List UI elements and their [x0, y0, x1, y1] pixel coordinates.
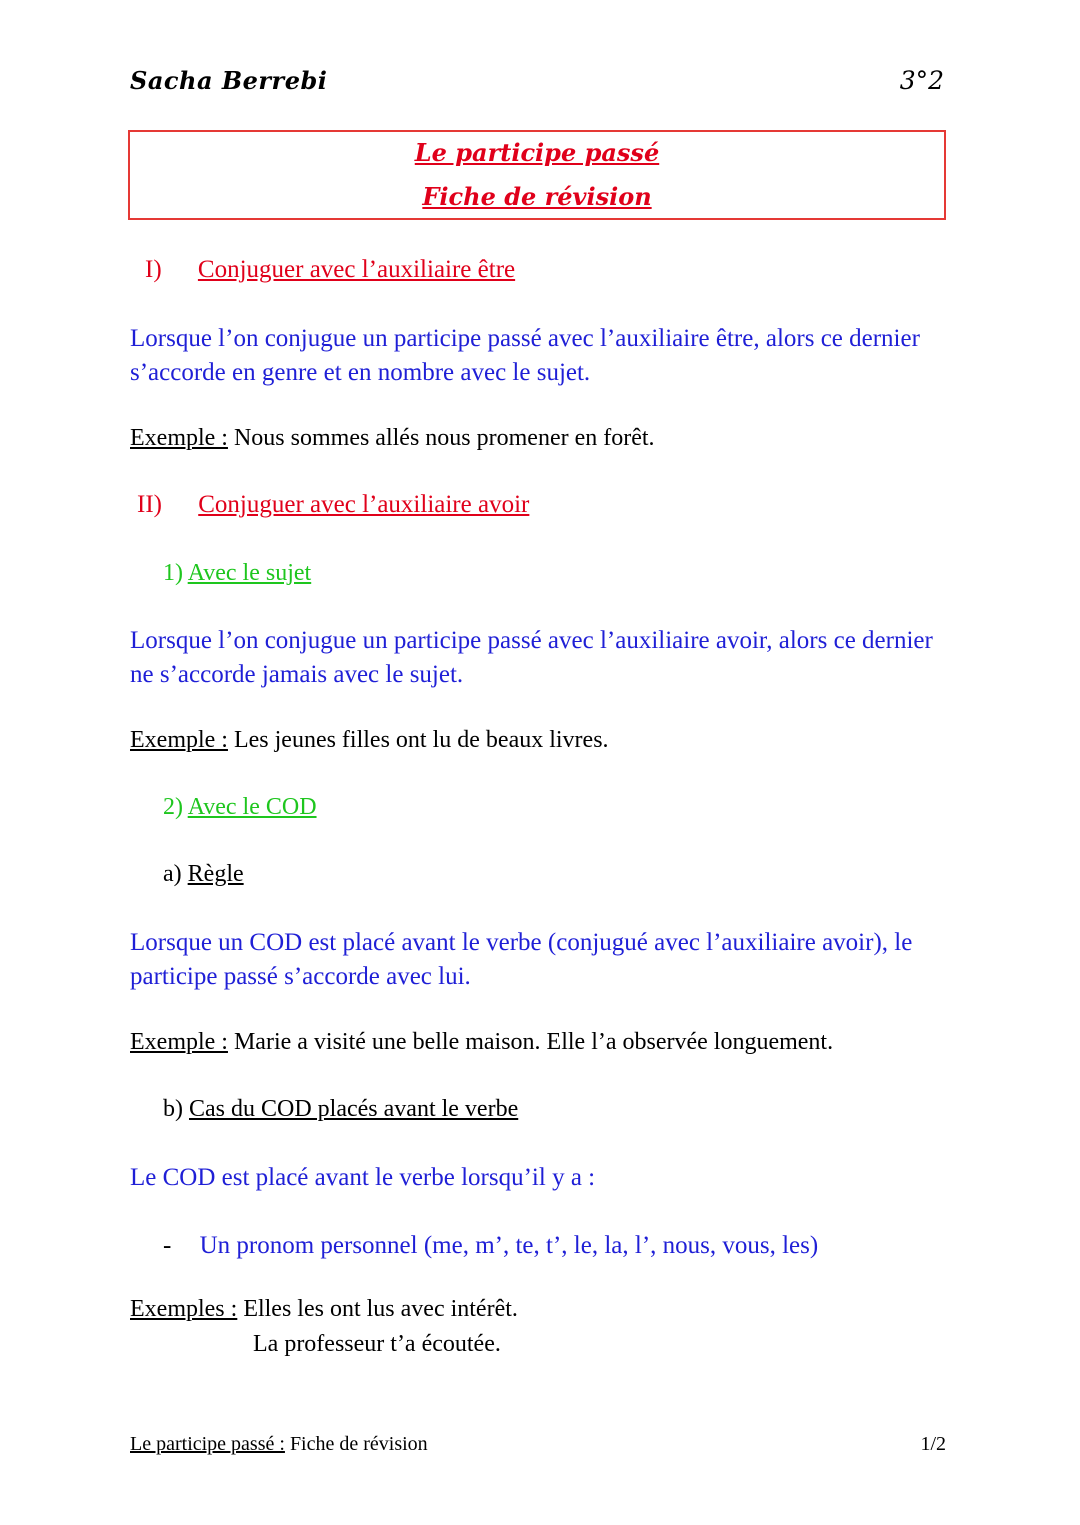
section-2-heading — [137, 491, 529, 519]
example-label: Exemple : — [130, 727, 228, 753]
subsection-2b-heading — [163, 1096, 518, 1123]
example-text: Nous sommes allés nous promener en forêt. — [233, 425, 655, 451]
example-label: Exemple : — [130, 1029, 228, 1055]
subsection-2b-title: Cas du COD placés avant le verbe — [189, 1096, 519, 1122]
section-1-body-line-2: s’accorde en genre et en nombre avec le sujet. — [130, 359, 591, 386]
section-2-number: II) — [137, 491, 162, 518]
example-text: Marie a visité une belle maison. Elle l’a observée longuement. — [233, 1029, 834, 1055]
subsection-2a-heading — [163, 861, 244, 888]
section-2-title: Conjuguer avec l’auxiliaire avoir — [198, 491, 530, 518]
page-subtitle: Fiche de révision — [422, 182, 652, 211]
subsection-2-title: Avec le COD — [187, 794, 317, 820]
bullet-list-item — [163, 1229, 818, 1263]
subsection-2a-example — [130, 1029, 833, 1056]
example-label: Exemple : — [130, 425, 228, 451]
title-box — [128, 130, 946, 220]
subsection-2a-number: a) — [163, 861, 182, 887]
subsection-1-body-line-1: Lorsque l’on conjugue un participe passé avec l’auxiliaire avoir, alors ce dernier — [130, 627, 933, 654]
subsection-2-heading — [163, 794, 317, 821]
example-text: Les jeunes filles ont lu de beaux livres. — [233, 727, 609, 753]
example-text-2: La professeur t’a écoutée. — [253, 1331, 501, 1357]
subsection-2b-number: b) — [163, 1096, 183, 1122]
subsection-2b-examples — [130, 1296, 518, 1323]
subsection-1-body — [130, 624, 933, 692]
subsection-1-heading — [163, 560, 311, 587]
subsection-1-title: Avec le sujet — [187, 560, 312, 586]
class-label: 3°2 — [899, 66, 944, 95]
page-title: Le participe passé — [414, 138, 660, 167]
section-1-heading — [145, 256, 515, 284]
subsection-2b-intro: Le COD est placé avant le verbe lorsqu’il y a : — [130, 1164, 596, 1191]
section-1-title: Conjuguer avec l’auxiliaire être — [197, 256, 516, 283]
author-name: Sacha Berrebi — [130, 66, 328, 95]
subsection-2a-body — [130, 926, 912, 994]
subsection-2a-title: Règle — [187, 861, 244, 887]
section-1-body — [130, 322, 920, 390]
subsection-2a-body-line-2: participe passé s’accorde avec lui. — [130, 963, 471, 990]
subsection-2-number: 2) — [163, 794, 183, 820]
examples-label: Exemples : — [130, 1296, 238, 1322]
section-1-number: I) — [145, 256, 162, 283]
page-number: 1/2 — [920, 1433, 946, 1455]
bullet-dash: - — [163, 1232, 172, 1259]
subsection-1-body-line-2: ne s’accorde jamais avec le sujet. — [130, 661, 464, 688]
subsection-1-number: 1) — [163, 560, 183, 586]
footer-text: Fiche de révision — [289, 1433, 428, 1455]
example-text-1: Elles les ont lus avec intérêt. — [243, 1296, 518, 1322]
section-1-example — [130, 425, 655, 452]
footer-label: Le participe passé : — [130, 1433, 285, 1455]
subsection-2a-body-line-1: Lorsque un COD est placé avant le verbe (conjugué avec l’auxiliaire avoir), le — [130, 929, 913, 956]
footer-title — [130, 1433, 428, 1456]
bullet-text: Un pronom personnel (me, m’, te, t’, le, la, l’, nous, vous, les) — [199, 1232, 819, 1259]
section-1-body-line-1: Lorsque l’on conjugue un participe passé avec l’auxiliaire être, alors ce dernier — [130, 325, 920, 352]
subsection-1-example — [130, 727, 609, 754]
